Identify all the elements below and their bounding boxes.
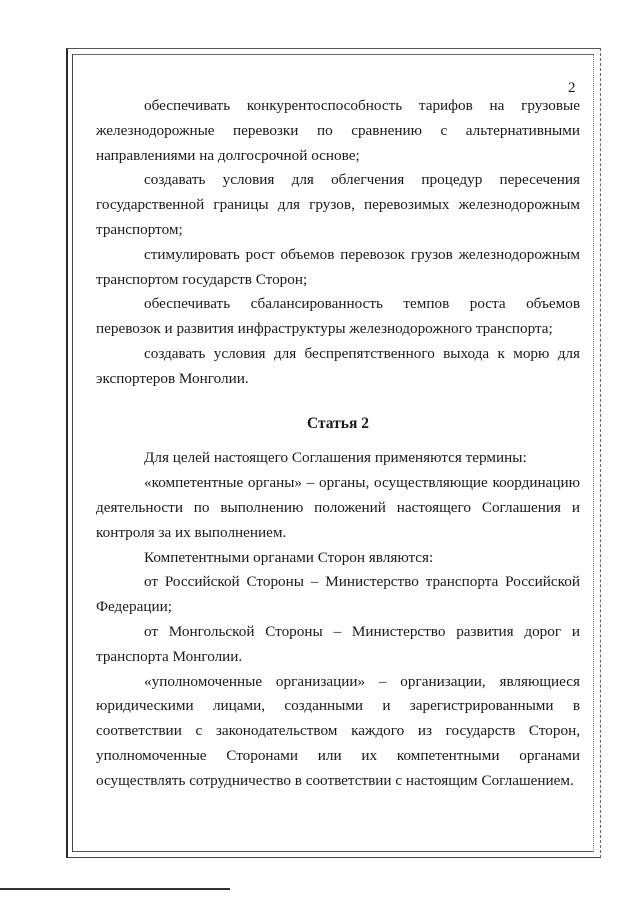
paragraph-traffic-growth: стимулировать рост объемов перевозок грузов железнодорожным транспортом государств Сторон;	[96, 245, 580, 288]
paragraph-authorized-organizations-definition: «уполномоченные организации» – организации, являющиеся юридическими лицами, созданными и зарегистрированными в соответствии с законодательством каждого из государств Сторон, уполномоченные Сторонами или их компетентными органами осуществлять сотрудничество в соответствии с настоящим Соглашением.	[96, 672, 580, 789]
paragraph-competitive-tariffs: обеспечивать конкурентоспособность тарифов на грузовые железнодорожные перевозки по сравнению с альтернативными направлениями на долгосрочной основе;	[96, 97, 580, 164]
page-number: 2	[568, 80, 576, 96]
article-heading: Статья 2	[307, 414, 369, 432]
paragraph-border-crossing: создавать условия для облегчения процедур пересечения государственной границы для грузов, перевозимых железнодорожным транспортом;	[96, 171, 580, 238]
paragraph-competent-authorities-definition: «компетентные органы» – органы, осуществляющие координацию деятельности по выполнению положений настоящего Соглашения и контроля за их выполнением.	[96, 474, 580, 541]
paragraph-terms-intro: Для целей настоящего Соглашения применяются термины:	[144, 449, 527, 467]
document-body	[96, 94, 580, 794]
paragraph-russian-authority: от Российской Стороны – Министерство транспорта Российской Федерации;	[96, 573, 580, 616]
paragraph-sea-access: создавать условия для беспрепятственного выхода к морю для экспортеров Монголии.	[96, 344, 580, 387]
paragraph-infrastructure-balance: обеспечивать сбалансированность темпов роста объемов перевозок и развития инфраструктуры железнодорожного транспорта;	[96, 295, 580, 338]
paragraph-competent-authorities-intro: Компетентными органами Сторон являются:	[144, 548, 434, 566]
paragraph-mongolian-authority: от Монгольской Стороны – Министерство развития дорог и транспорта Монголии.	[96, 622, 580, 665]
scan-edge-line	[0, 888, 230, 890]
